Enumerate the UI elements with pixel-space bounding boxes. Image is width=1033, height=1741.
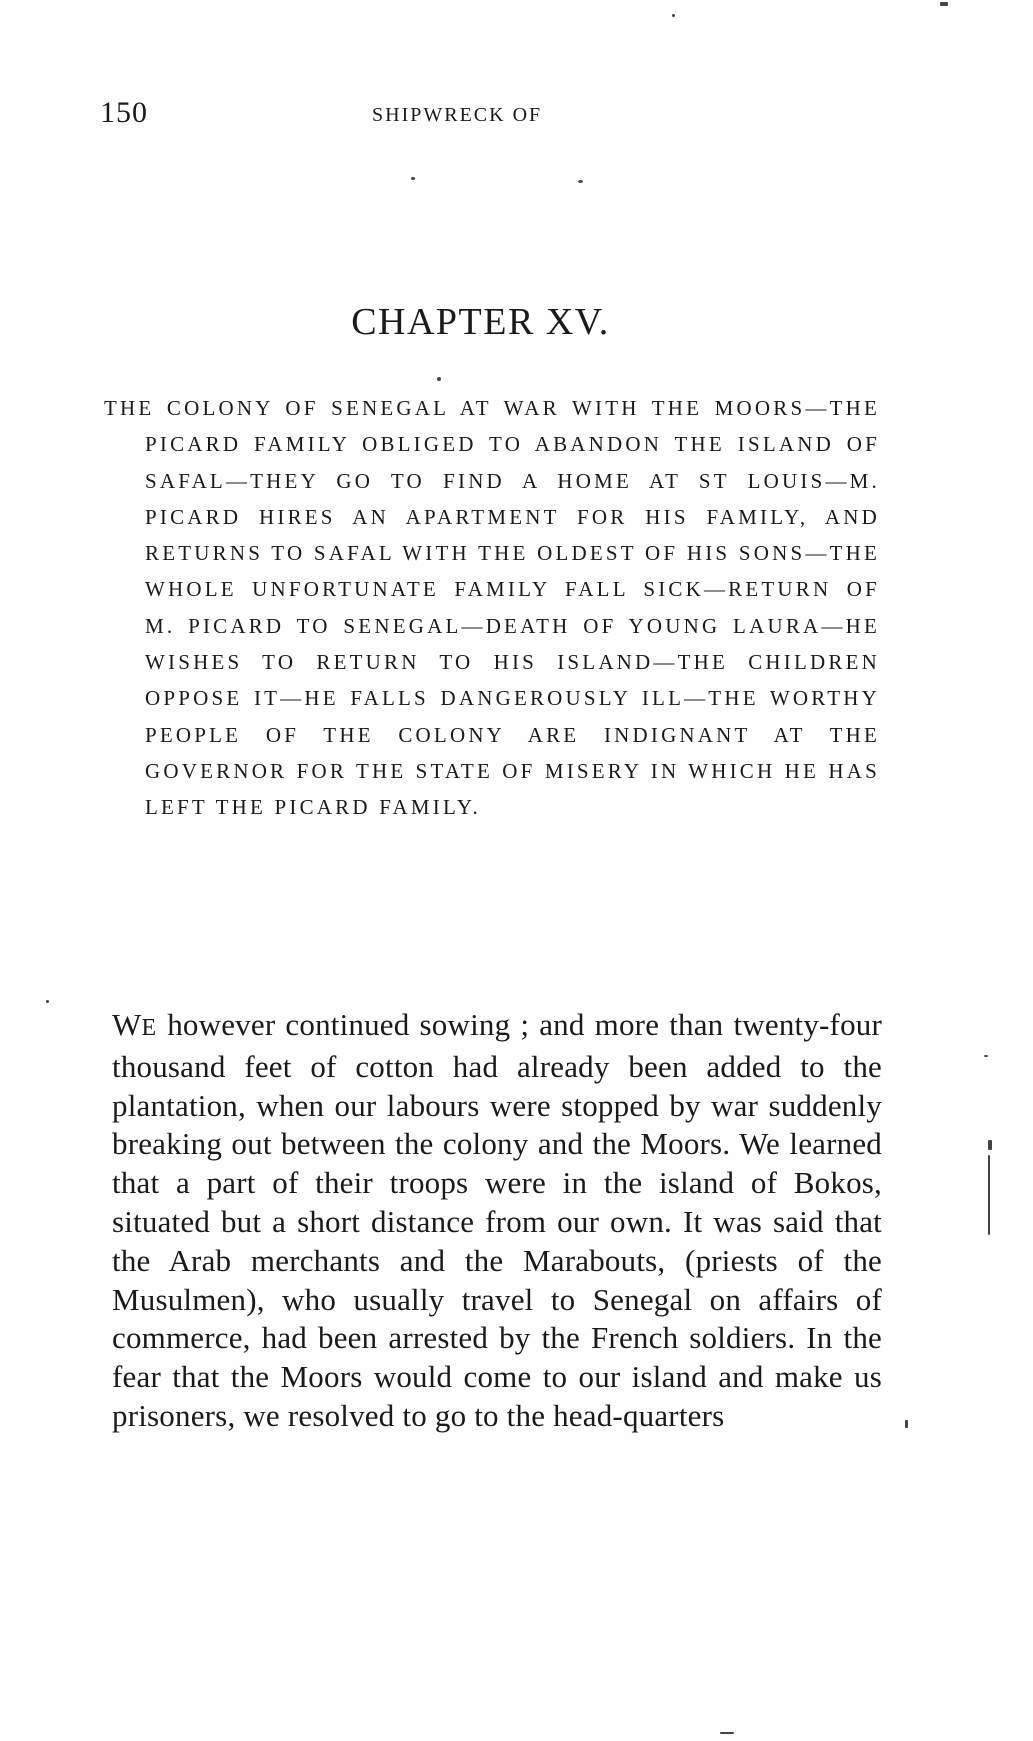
chapter-heading-text: CHAPTER XV. — [351, 301, 610, 343]
scan-speck — [940, 2, 948, 6]
scan-speck — [46, 1000, 49, 1003]
scan-speck — [988, 1155, 990, 1235]
initial-small-caps: E — [141, 1015, 158, 1041]
scan-speck — [437, 377, 441, 381]
running-head — [0, 96, 1033, 136]
chapter-heading — [0, 300, 1033, 344]
scan-speck — [720, 1732, 734, 1734]
scan-speck — [578, 180, 583, 183]
scan-speck — [411, 177, 415, 180]
scan-speck — [984, 1055, 988, 1057]
running-title: SHIPWRECK OF — [372, 104, 543, 126]
drop-initial: W — [112, 1007, 142, 1042]
scan-speck — [988, 1140, 992, 1150]
page-number: 150 — [100, 96, 148, 129]
chapter-argument: THE COLONY OF SENEGAL AT WAR WITH THE MOORS—THE PICARD FAMILY OBLIGED TO ABANDON THE ISLAND OF SAFAL—THEY GO TO FIND A HOME AT ST LOUIS—M. PICARD HIRES AN APARTMENT FOR HIS FAMILY, AND RETURNS TO SAFAL WITH THE OLDEST OF HIS SONS—THE WHOLE UNFORTUNATE FAMILY FALL SICK—RETURN OF M. PICARD TO SENEGAL—DEATH OF YOUNG LAURA—HE WISHES TO RETURN TO HIS ISLAND—THE CHILDREN OPPOSE IT—HE FALLS DANGEROUSLY ILL—THE WORTHY PEOPLE OF THE COLONY ARE INDIGNANT AT THE GOVERNOR FOR THE STATE OF MISERY IN WHICH HE HAS LEFT THE PICARD FAMILY. — [104, 396, 880, 820]
body-paragraph — [112, 1006, 882, 1436]
scan-speck — [672, 14, 675, 17]
scan-speck — [905, 1420, 908, 1428]
paragraph-text: however continued sowing ; and more than twenty-four thousand feet of cotton had already been added to the plantation, when our labours were stopped by war suddenly breaking out between the colony and the Moors. We learned that a part of their troops were in the island of Bokos, situated but a short distance from our own. It was said that the Arab merchants and the Marabouts, (priests of the Musulmen), who usually travel to Senegal on affairs of commerce, had been arrested by the French soldiers. In the fear that the Moors would come to our island and make us prisoners, we resolved to go to the head-quarters — [112, 1007, 882, 1433]
